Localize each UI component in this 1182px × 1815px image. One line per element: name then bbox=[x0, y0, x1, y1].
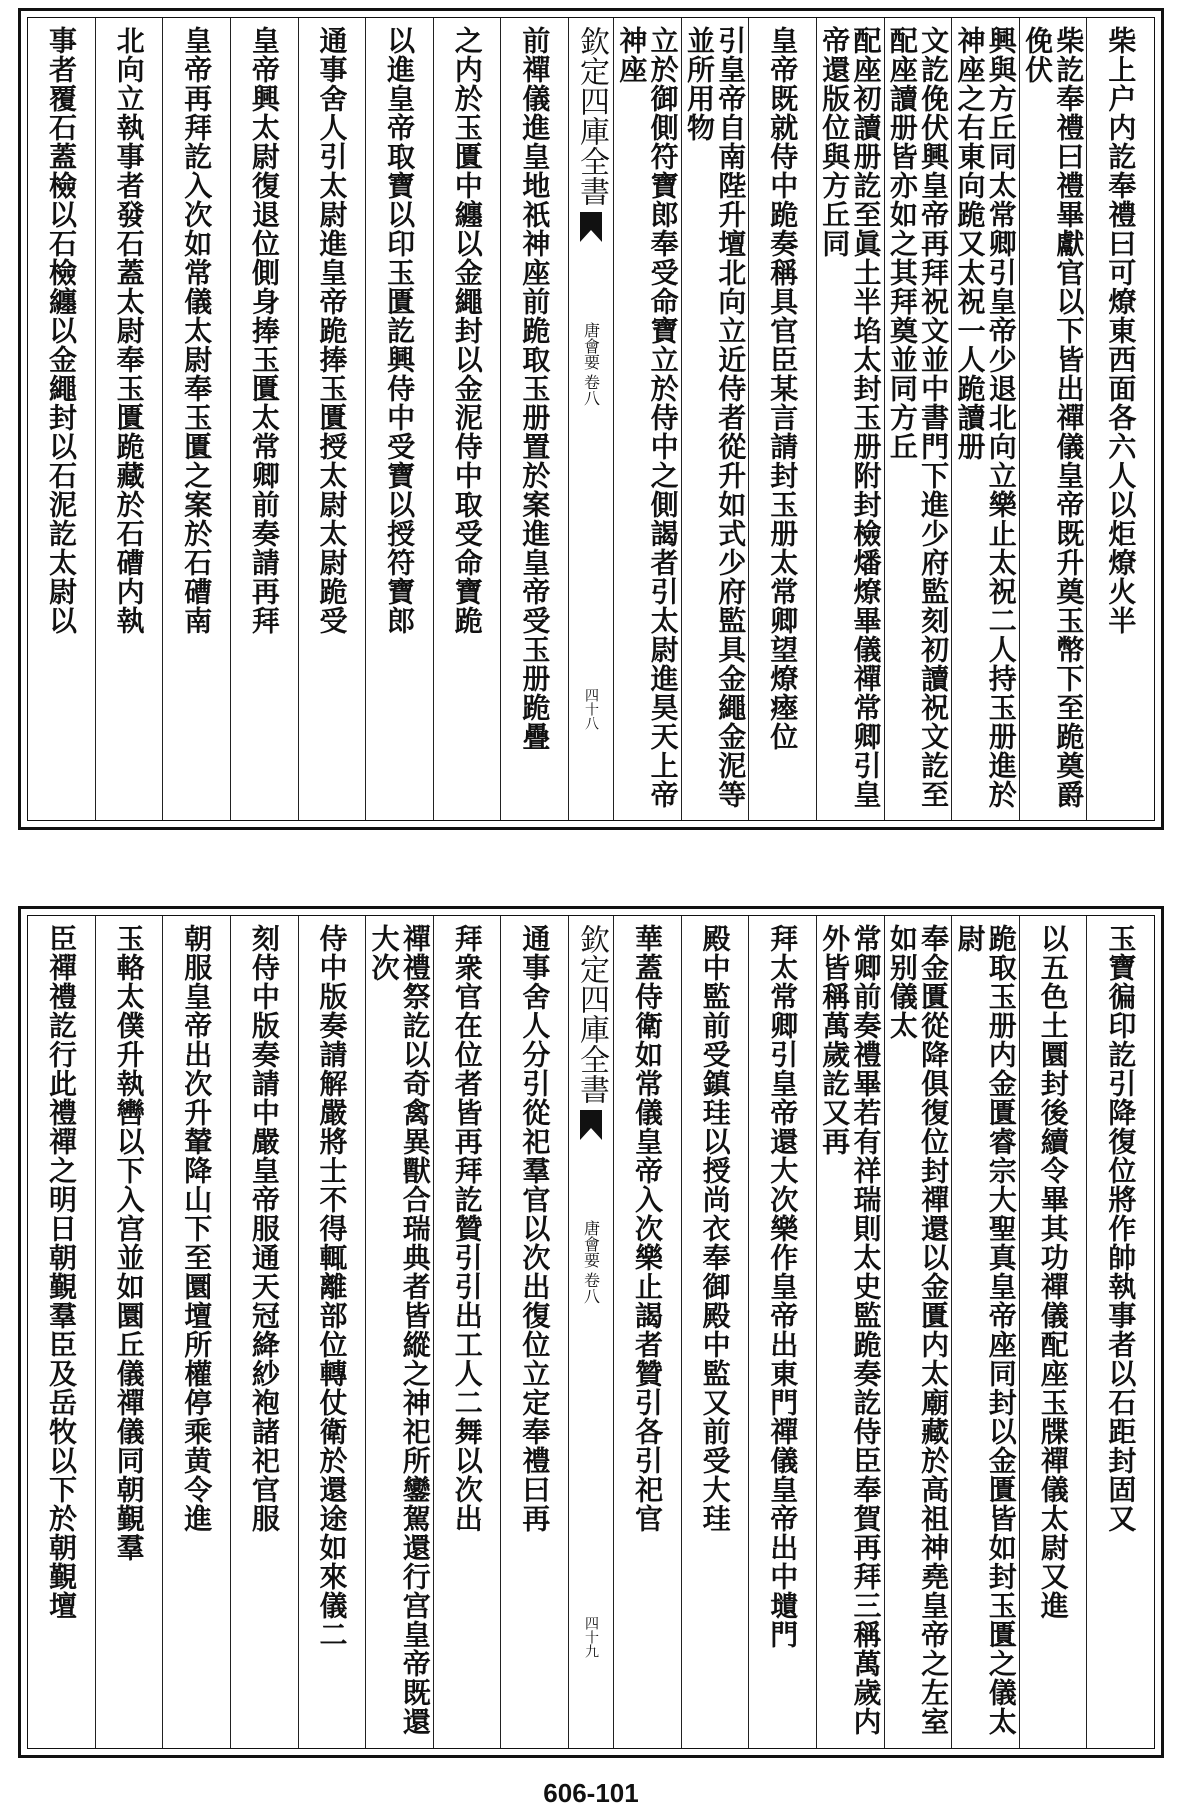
text-column bbox=[613, 18, 681, 820]
text-column bbox=[433, 916, 501, 1748]
bottom-page-frame bbox=[18, 906, 1164, 1758]
text-column bbox=[816, 18, 884, 820]
column-text: 以進皇帝取寶以印玉匱訖興侍中受寶以授符寶郎 bbox=[383, 26, 417, 635]
page-reference: 606-101 bbox=[543, 1778, 639, 1808]
fishtail-mark bbox=[580, 212, 602, 242]
text-column bbox=[28, 18, 95, 820]
text-column bbox=[162, 916, 230, 1748]
text-column bbox=[1019, 18, 1087, 820]
top-page-inner-border bbox=[27, 17, 1155, 821]
column-text: 之内於玉匱中纏以金繩封以金泥侍中取受命寶跪 bbox=[450, 26, 484, 635]
column-text: 文訖俛伏興皇帝再拜祝文並中書門下進少府監刻初讀祝文訖至配座讀册皆亦如之其拜奠並同方丘 bbox=[885, 26, 951, 809]
column-text: 拜太常卿引皇帝還大次樂作皇帝出東門禪儀皇帝出中壝門 bbox=[766, 924, 800, 1649]
column-text: 玉寶徧印訖引降復位將作帥執事者以石距封固又 bbox=[1104, 924, 1138, 1533]
text-column bbox=[298, 916, 366, 1748]
top-page-columns bbox=[28, 18, 1154, 820]
column-text: 配座初讀册訖至眞土半埳太封玉册附封檢燔燎畢儀禪常卿引皇帝還版位與方丘同 bbox=[818, 26, 883, 809]
column-text: 皇帝再拜訖入次如常儀太尉奉玉匱之案於石𥕢南 bbox=[180, 26, 214, 635]
column-text: 殿中監前受鎮珪以授尚衣奉御殿中監又前受大珪 bbox=[698, 924, 732, 1533]
chapter-title: 唐會要 bbox=[581, 322, 601, 370]
column-text: 玉輅太僕升執轡以下入宫並如圜丘儀禪儀同朝覲羣 bbox=[112, 924, 146, 1562]
text-column bbox=[28, 916, 95, 1748]
center-fold bbox=[568, 18, 613, 820]
column-text: 通事舍人分引從祀羣官以次出復位立定奉禮曰再 bbox=[518, 924, 552, 1533]
text-column bbox=[365, 18, 433, 820]
text-column bbox=[748, 916, 816, 1748]
text-column bbox=[1086, 916, 1154, 1748]
top-page-frame bbox=[18, 8, 1164, 830]
column-text: 通事舍人引太尉進皇帝跪捧玉匱授太尉太尉跪受 bbox=[315, 26, 349, 635]
bottom-page-inner-border bbox=[27, 915, 1155, 1749]
text-column bbox=[230, 18, 298, 820]
column-text: 以五色土圜封後續令畢其功禪儀配座玉牒禪儀太尉又進 bbox=[1036, 924, 1070, 1620]
column-text: 朝服皇帝出次升輦降山下至圜壇所權停乘黄令進 bbox=[180, 924, 214, 1533]
chapter-title: 唐會要 bbox=[581, 1220, 601, 1268]
text-column bbox=[748, 18, 816, 820]
book-title: 欽定四庫全書 bbox=[574, 924, 609, 1104]
column-text: 侍中版奏請解嚴將士不得輒離部位轉仗衛於還途如來儀二 bbox=[315, 924, 349, 1649]
leaf-number: 四十九 bbox=[583, 1616, 599, 1658]
column-text: 常卿前奏禮畢若有祥瑞則太史監跪奏訖侍臣奉賀再拜三稱萬歲内外皆稱萬歲訖又再 bbox=[818, 924, 883, 1736]
book-title: 欽定四庫全書 bbox=[574, 26, 609, 206]
center-fold bbox=[568, 916, 613, 1748]
column-text: 柴訖奉禮曰禮畢獻官以下皆出禪儀皇帝既升奠玉幣下至跪奠爵俛伏 bbox=[1021, 26, 1086, 809]
column-text: 皇帝既就侍中跪奏稱具官臣某言請封玉册太常卿望燎瘞位 bbox=[766, 26, 800, 751]
text-column bbox=[884, 916, 952, 1748]
text-column bbox=[1019, 916, 1087, 1748]
text-column bbox=[365, 916, 433, 1748]
column-text: 北向立執事者發石蓋太尉奉玉匱跪藏於石𥕢内執 bbox=[112, 26, 146, 635]
text-column bbox=[500, 18, 568, 820]
column-text: 刻侍中版奏請中嚴皇帝服通天冠絳紗袍諸祀官服 bbox=[247, 924, 281, 1533]
column-text: 立於御側符寶郎奉受命寶立於侍中之側謁者引太尉進昊天上帝神座 bbox=[615, 26, 680, 809]
volume-label: 卷八 bbox=[581, 374, 601, 406]
text-column bbox=[298, 18, 366, 820]
volume-label: 卷八 bbox=[581, 1272, 601, 1304]
text-column bbox=[500, 916, 568, 1748]
column-text: 皇帝興太尉復退位側身捧玉匱太常卿前奏請再拜 bbox=[247, 26, 281, 635]
column-text: 跪取玉册内金匱睿宗大聖真皇帝座同封以金匱皆如封玉匱之儀太尉 bbox=[953, 924, 1018, 1736]
text-column bbox=[1086, 18, 1154, 820]
text-column bbox=[951, 18, 1019, 820]
column-text: 柴上户内訖奉禮曰可燎東西面各六人以炬燎火半 bbox=[1104, 26, 1138, 635]
fishtail-mark bbox=[580, 1110, 602, 1140]
column-text: 臣禪禮訖行此禮禪之明日朝覲羣臣及岳牧以下於朝覲壇 bbox=[44, 924, 78, 1620]
text-column bbox=[951, 916, 1019, 1748]
bottom-page-columns bbox=[28, 916, 1154, 1748]
text-column bbox=[95, 916, 163, 1748]
text-column bbox=[95, 18, 163, 820]
column-text: 拜衆官在位者皆再拜訖贊引引出工人二舞以次出 bbox=[450, 924, 484, 1533]
column-text: 禪禮祭訖以奇禽異獸合瑞典者皆縱之神祀所鑾駕還行宫皇帝既還大次 bbox=[367, 924, 432, 1736]
column-text: 引皇帝自南陛升壇北向立近侍者從升如式少府監具金繩金泥等並所用物 bbox=[682, 26, 748, 809]
column-text: 前禪儀進皇地祇神座前跪取玉册置於案進皇帝受玉册跪疊 bbox=[518, 26, 552, 751]
column-text: 奉金匱從降俱復位封禪還以金匱内太廟藏於高祖神堯皇帝之左室如别儀太 bbox=[885, 924, 951, 1736]
text-column bbox=[230, 916, 298, 1748]
text-column bbox=[884, 18, 952, 820]
text-column bbox=[681, 916, 749, 1748]
text-column bbox=[816, 916, 884, 1748]
text-column bbox=[433, 18, 501, 820]
leaf-number: 四十八 bbox=[583, 688, 599, 730]
column-text: 事者覆石蓋檢以石檢纏以金繩封以石泥訖太尉以 bbox=[44, 26, 78, 635]
column-text: 華蓋侍衛如常儀皇帝入次樂止謁者贊引各引祀官 bbox=[630, 924, 664, 1533]
text-column bbox=[162, 18, 230, 820]
text-column bbox=[613, 916, 681, 1748]
text-column bbox=[681, 18, 749, 820]
column-text: 興與方丘同太常卿引皇帝少退北向立樂止太祝二人持玉册進於神座之右東向跪又太祝一人跪讀册 bbox=[953, 26, 1018, 809]
